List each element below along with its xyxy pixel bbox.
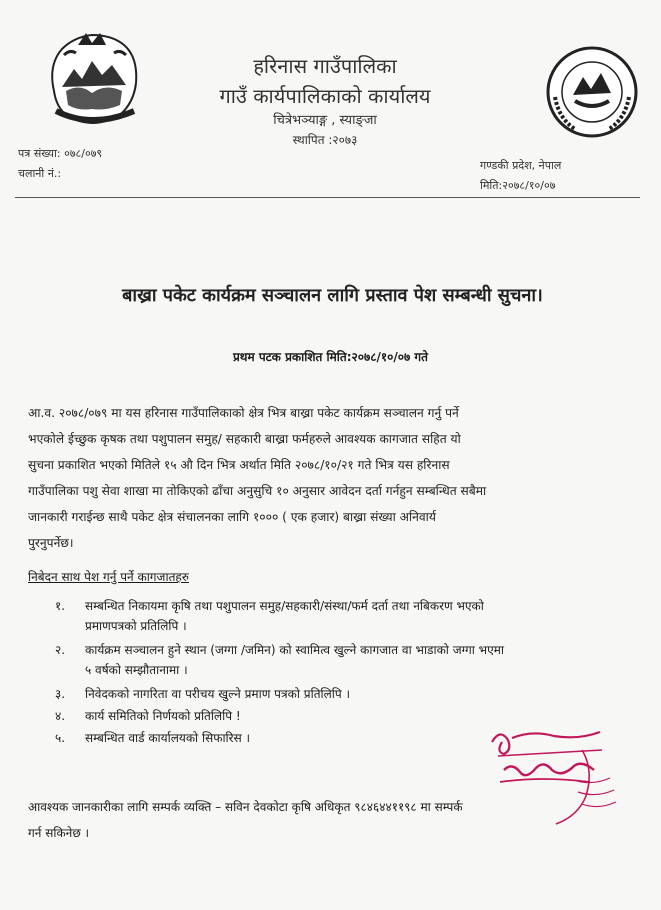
letter-date: मिति:२०७८/१०/०७: [480, 179, 556, 192]
notice-title: बाख्रा पकेट कार्यक्रम सञ्चालन लागि प्रस्ताव पेश सम्बन्धी सुचना।: [122, 285, 543, 306]
office-name: गाउँ कार्यपालिकाको कार्यालय: [219, 84, 431, 108]
document-text: सम्बन्धित निकायमा कृषि तथा पशुपालन समुह/सहकारी/संस्था/फर्म दर्ता तथा नबिकरण भएको: [85, 599, 484, 613]
municipality-name: हरिनास गाउँपालिका: [253, 54, 397, 78]
contact-line: गर्न सकिनेछ ।: [28, 826, 90, 840]
dispatch-number: चलानी नं.:: [18, 167, 62, 180]
body-line: जानकारी गराईन्छ साथै पकेट क्षेत्र संचालनका लागि १००० ( एक हजार) बाख्रा संख्या अनिवार्य: [28, 510, 436, 524]
document-number: ५.: [55, 731, 66, 745]
body-line: भएकोले ईच्छुक कृषक तथा पशुपालन समुह/ सहकारी बाख्रा फर्महरुले आवश्यक कागजात सहित यो: [28, 432, 461, 446]
document-number: १.: [55, 599, 66, 613]
body-line: आ.व. २०७८/०७९ मा यस हरिनास गाउँपालिकाको क्षेत्र भित्र बाख्रा पकेट कार्यक्रम सञ्चालन गर्नु पर्ने: [28, 406, 459, 420]
required-documents-heading: निबेदन साथ पेश गर्नु पर्ने कागजातहरु: [28, 570, 189, 584]
document-text: ५ वर्षको सम्झौतानामा ।: [85, 663, 188, 677]
header-divider: [15, 197, 640, 198]
document-text: प्रमाणपत्रको प्रतिलिपि ।: [85, 619, 187, 633]
document-number: ३.: [55, 687, 66, 701]
body-line: पुरनुपर्नेछ।: [28, 536, 74, 550]
contact-info: [28, 794, 628, 846]
document-text: निवेदकको नागरिता वा परीचय खुल्ने प्रमाण पत्रको प्रतिलिपि ।: [85, 687, 351, 701]
municipality-seal-emblem: [545, 45, 640, 140]
document-item: [55, 596, 615, 636]
notice-body: [28, 400, 624, 556]
established-year: स्थापित :२०७३: [292, 133, 358, 147]
nepal-coat-of-arms-emblem: [40, 25, 150, 130]
document-text: सम्बन्धित वार्ड कार्यालयको सिफारिस ।: [85, 731, 251, 745]
body-line: सुचना प्रकाशित भएको मितिले १५ औ दिन भित्र अर्थात मिति २०७८/१०/२१ गते भित्र यस हरिनास: [28, 458, 450, 472]
letter-number: पत्र संख्या: ०७८/०७९: [18, 147, 103, 160]
document-text: कार्यक्रम सञ्चालन हुने स्थान (जग्गा /जमिन) को स्वामित्व खुल्ने कागजात वा भाडाको जग्गा भएमा: [85, 643, 505, 657]
contact-line: आवश्यक जानकारीका लागि सम्पर्क व्यक्ति – सविन देवकोटा कृषि अधिकृत ९८४६४४११९८ मा सम्पर्क: [28, 800, 463, 814]
document-number: ४.: [55, 709, 66, 723]
document-item: [55, 684, 615, 704]
document-number: २.: [55, 643, 66, 657]
document-item: [55, 640, 615, 680]
province-label: गण्डकी प्रदेश, नेपाल: [480, 159, 562, 172]
body-line: गाउँपालिका पशु सेवा शाखा मा तोकिएको ढाँचा अनुसुचि १० अनुसार आवेदन दर्ता गर्नहुन सम्बन्धित सबैमा: [28, 484, 487, 498]
office-address: चित्रेभञ्याङ्ग , स्याङ्जा: [273, 113, 377, 128]
document-text: कार्य समितिको निर्णयको प्रतिलिपि !: [85, 709, 241, 723]
first-published-date: प्रथम पटक प्रकाशित मिति:२०७८/१०/०७ गते: [232, 350, 429, 364]
